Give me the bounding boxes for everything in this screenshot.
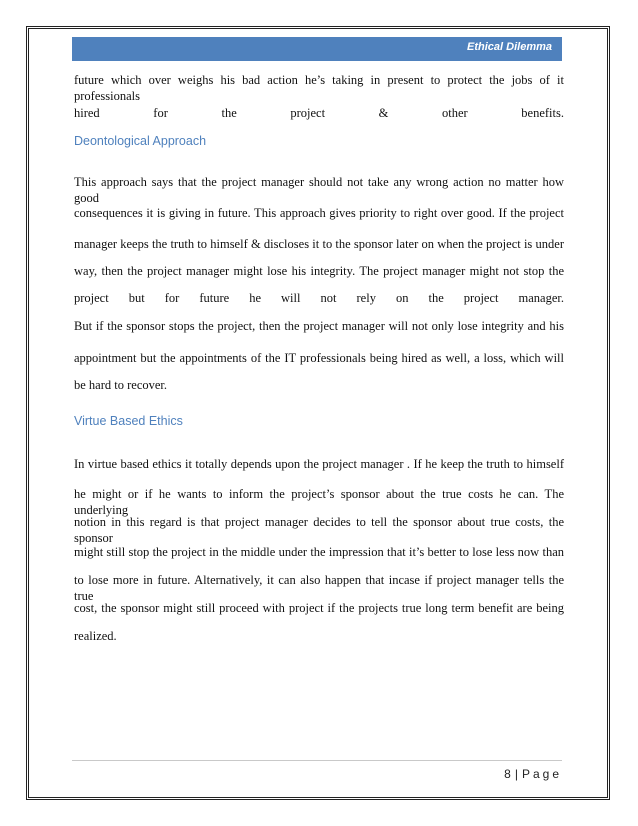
paragraph-line: appointment but the appointments of the IT professionals being hired as well, a loss, which will	[74, 351, 564, 365]
paragraph-line: way, then the project manager might lose his integrity. The project manager might not stop the	[74, 264, 564, 278]
paragraph-line: consequences it is giving in future. This approach gives priority to right over good. If the project	[74, 206, 564, 220]
header-bar	[72, 37, 562, 61]
footer-separator: |	[514, 767, 518, 781]
paragraph-line: future which over weighs his bad action he’s taking in present to protect the jobs of it professionals	[74, 73, 564, 103]
paragraph-line: realized.	[74, 629, 117, 643]
header-title: Ethical Dilemma	[467, 41, 552, 53]
section-heading: Virtue Based Ethics	[74, 414, 183, 428]
paragraph-line: might still stop the project in the middle under the impression that it’s better to lose less now than	[74, 545, 564, 559]
paragraph-line: manager keeps the truth to himself & discloses it to the sponsor later on when the project is under	[74, 237, 564, 251]
paragraph-line: hired for the project & other benefits.	[74, 106, 564, 120]
paragraph-line: be hard to recover.	[74, 378, 168, 392]
paragraph-line: In virtue based ethics it totally depends upon the project manager . If he keep the truth to himself	[74, 457, 564, 471]
page-number: 8	[504, 767, 511, 781]
paragraph-line: he might or if he wants to inform the project’s sponsor about the true costs he can. The underlying	[74, 487, 564, 517]
section-heading: Deontological Approach	[74, 134, 207, 148]
paragraph-line: notion in this regard is that project manager decides to tell the sponsor about true costs, the sponsor	[74, 515, 564, 545]
paragraph-line: project but for future he will not rely on the project manager.	[74, 291, 564, 305]
paragraph-line: This approach says that the project manager should not take any wrong action no matter how good	[74, 175, 564, 205]
paragraph-line: to lose more in future. Alternatively, it can also happen that incase if project manager tells the true	[74, 573, 564, 603]
page-footer	[504, 767, 562, 781]
paragraph-line: But if the sponsor stops the project, then the project manager will not only lose integrity and his	[74, 319, 564, 333]
footer-rule	[72, 760, 562, 761]
page-label: Page	[521, 767, 562, 781]
paragraph-line: cost, the sponsor might still proceed with project if the projects true long term benefit are being	[74, 601, 564, 615]
